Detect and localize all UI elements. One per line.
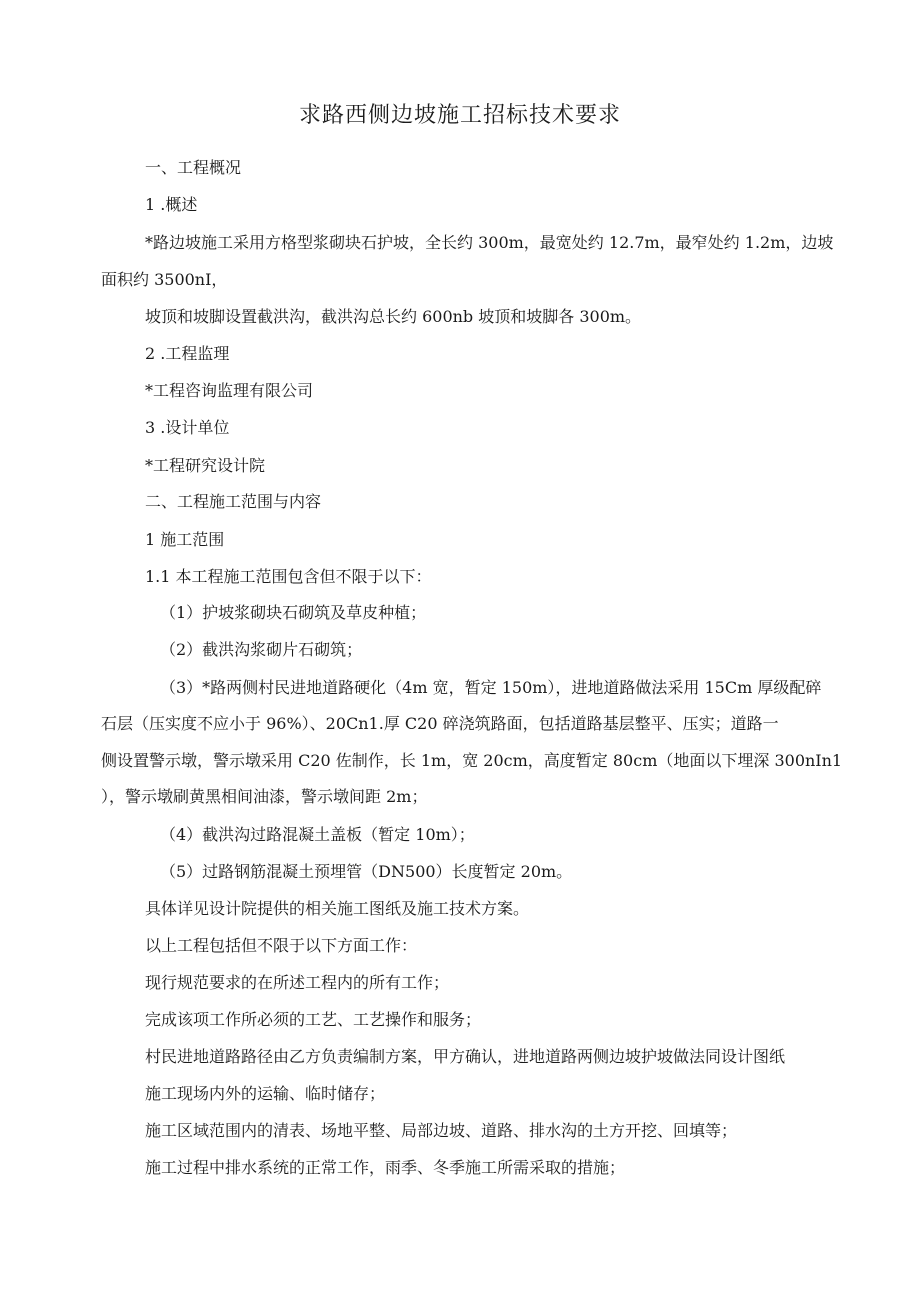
- document-title: 求路西侧边坡施工招标技术要求: [298, 103, 621, 128]
- list-item-continuation: 侧设置警示墩，警示墩采用 C20 佐制作，长 1m，宽 20cm，高度暂定 80cm（地面以下埋深 300nIn1: [101, 751, 843, 770]
- list-item-continuation: ），警示墩刷黄黑相间油漆，警示墩间距 2m；: [101, 787, 428, 806]
- subheading-supervision: 2 .工程监理: [145, 344, 230, 363]
- subheading-summary: 1 .概述: [145, 195, 198, 214]
- subheading-construction-scope: 1 施工范围: [145, 530, 225, 549]
- paragraph-line: 完成该项工作所必须的工艺、工艺操作和服务；: [145, 1010, 482, 1029]
- list-item: （3）*路两侧村民进地道路硬化（4m 宽，暂定 150m），进地道路做法采用 15Cm 厚级配碎: [160, 678, 822, 697]
- paragraph-line: 现行规范要求的在所述工程内的所有工作；: [145, 973, 450, 992]
- paragraph-line: 面积约 3500nI，: [101, 270, 228, 289]
- paragraph-line: *工程咨询监理有限公司: [145, 381, 314, 400]
- paragraph-line: *路边坡施工采用方格型浆砌块石护坡，全长约 300m，最宽处约 12.7m，最窄处约 1.2m，边坡: [145, 233, 834, 252]
- paragraph-line: 1.1 本工程施工范围包含但不限于以下：: [145, 567, 432, 586]
- paragraph-line: 施工现场内外的运输、临时储存；: [145, 1084, 386, 1103]
- paragraph-line: 以上工程包括但不限于以下方面工作：: [145, 936, 418, 955]
- section-heading-scope: 二、工程施工范围与内容: [145, 492, 322, 511]
- list-item-continuation: 石层（压实度不应小于 96%）、20Cn1.厚 C20 碎浇筑路面，包括道路基层整平、压实；道路一: [101, 714, 779, 733]
- paragraph-line: 具体详见设计院提供的相关施工图纸及施工技术方案。: [145, 899, 530, 918]
- list-item: （1）护坡浆砌块石砌筑及草皮种植；: [160, 603, 427, 622]
- list-item: （5）过路钢筋混凝土预埋管（DN500）长度暂定 20m。: [160, 862, 573, 881]
- subheading-design-unit: 3 .设计单位: [145, 418, 230, 437]
- paragraph-line: 坡顶和坡脚设置截洪沟，截洪沟总长约 600nb 坡顶和坡脚各 300m。: [145, 307, 642, 326]
- paragraph-line: 施工过程中排水系统的正常工作，雨季、冬季施工所需采取的措施；: [145, 1158, 626, 1177]
- list-item: （2）截洪沟浆砌片石砌筑；: [160, 640, 363, 659]
- paragraph-line: 村民进地道路路径由乙方负责编制方案，甲方确认，进地道路两侧边坡护坡做法同设计图纸: [145, 1047, 786, 1066]
- paragraph-line: 施工区域范围内的清表、场地平整、局部边坡、道路、排水沟的土方开挖、回填等；: [145, 1121, 738, 1140]
- paragraph-line: *工程研究设计院: [145, 456, 266, 475]
- list-item: （4）截洪沟过路混凝土盖板（暂定 10m）；: [160, 825, 475, 844]
- section-heading-overview: 一、工程概况: [145, 158, 242, 177]
